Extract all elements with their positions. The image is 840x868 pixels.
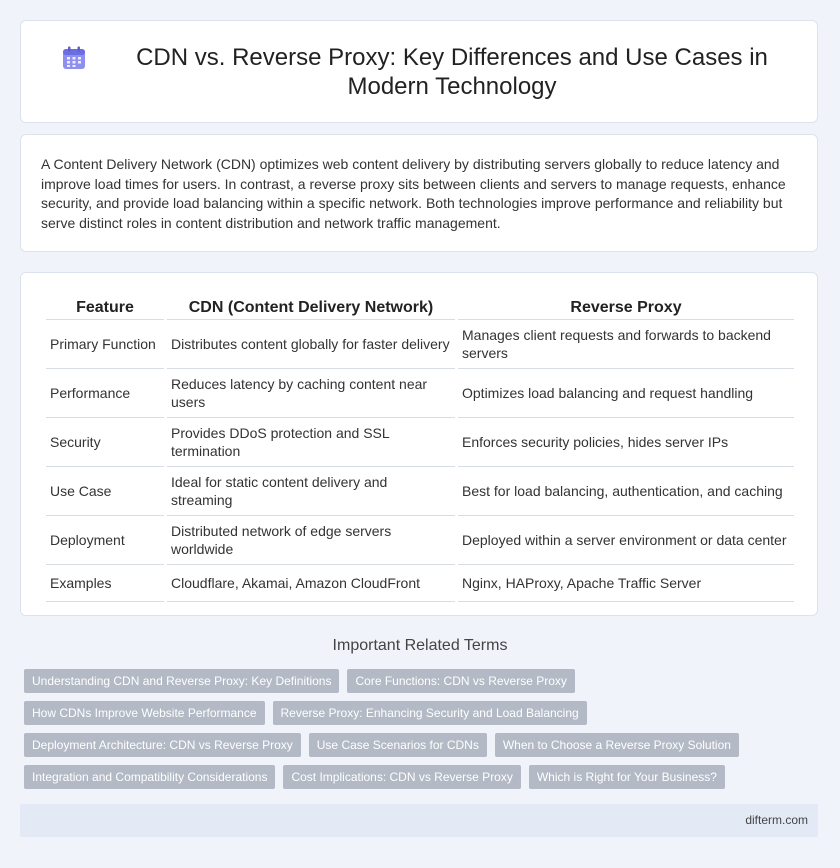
table-cell-reverse-proxy: Deployed within a server environment or data center: [458, 516, 794, 565]
table-cell-cdn: Cloudflare, Akamai, Amazon CloudFront: [167, 565, 455, 602]
intro-paragraph: A Content Delivery Network (CDN) optimizes web content delivery by distributing servers globally to reduce latency and improve load times for users. In contrast, a reverse proxy sits between clients and servers to manage requests, enhance security, and provide load balancing within a specific network. Both technologies improve performance and reliability but serve distinct roles in content distribution and network traffic management.: [41, 156, 786, 231]
title-wrap: [61, 43, 797, 101]
table-cell-feature: Examples: [46, 565, 164, 602]
related-terms-list: [24, 669, 814, 789]
related-term-tag[interactable]: Cost Implications: CDN vs Reverse Proxy: [283, 765, 520, 789]
table-cell-feature: Use Case: [46, 467, 164, 516]
table-cell-reverse-proxy: Manages client requests and forwards to backend servers: [458, 320, 794, 369]
footer-site-link[interactable]: difterm.com: [745, 813, 808, 827]
related-term-tag[interactable]: Integration and Compatibility Considerations: [24, 765, 275, 789]
column-header-cdn: CDN (Content Delivery Network): [167, 295, 455, 320]
table-cell-feature: Primary Function: [46, 320, 164, 369]
table-row: [46, 369, 794, 418]
table-cell-feature: Performance: [46, 369, 164, 418]
related-term-tag[interactable]: Deployment Architecture: CDN vs Reverse Proxy: [24, 733, 301, 757]
table-cell-feature: Security: [46, 418, 164, 467]
table-cell-reverse-proxy: Nginx, HAProxy, Apache Traffic Server: [458, 565, 794, 602]
table-cell-reverse-proxy: Optimizes load balancing and request handling: [458, 369, 794, 418]
table-row: [46, 467, 794, 516]
table-row: [46, 418, 794, 467]
table-row: [46, 320, 794, 369]
related-term-tag[interactable]: How CDNs Improve Website Performance: [24, 701, 265, 725]
table-cell-reverse-proxy: Best for load balancing, authentication, and caching: [458, 467, 794, 516]
related-term-tag[interactable]: When to Choose a Reverse Proxy Solution: [495, 733, 739, 757]
table-row: [46, 516, 794, 565]
table-cell-cdn: Provides DDoS protection and SSL termination: [167, 418, 455, 467]
page-title: CDN vs. Reverse Proxy: Key Differences and Use Cases in Modern Technology: [136, 44, 768, 100]
table-cell-cdn: Distributed network of edge servers worldwide: [167, 516, 455, 565]
related-terms-title: Important Related Terms: [332, 637, 508, 654]
table-cell-cdn: Reduces latency by caching content near users: [167, 369, 455, 418]
related-term-tag[interactable]: Use Case Scenarios for CDNs: [309, 733, 487, 757]
table-cell-feature: Deployment: [46, 516, 164, 565]
column-header-reverse-proxy: Reverse Proxy: [458, 295, 794, 320]
related-term-tag[interactable]: Which is Right for Your Business?: [529, 765, 725, 789]
related-term-tag[interactable]: Understanding CDN and Reverse Proxy: Key Definitions: [24, 669, 339, 693]
related-term-tag[interactable]: Reverse Proxy: Enhancing Security and Load Balancing: [273, 701, 587, 725]
table-cell-reverse-proxy: Enforces security policies, hides server IPs: [458, 418, 794, 467]
comparison-table-card: [20, 272, 818, 616]
related-term-tag[interactable]: Core Functions: CDN vs Reverse Proxy: [347, 669, 574, 693]
table-header-row: [46, 295, 794, 320]
column-header-feature: Feature: [46, 295, 164, 320]
title-card: [20, 20, 818, 123]
calendar-icon: [61, 45, 87, 71]
intro-card: [20, 134, 818, 252]
footer: [20, 804, 818, 837]
table-row: [46, 565, 794, 602]
comparison-table: [43, 295, 797, 602]
table-cell-cdn: Ideal for static content delivery and streaming: [167, 467, 455, 516]
table-cell-cdn: Distributes content globally for faster delivery: [167, 320, 455, 369]
